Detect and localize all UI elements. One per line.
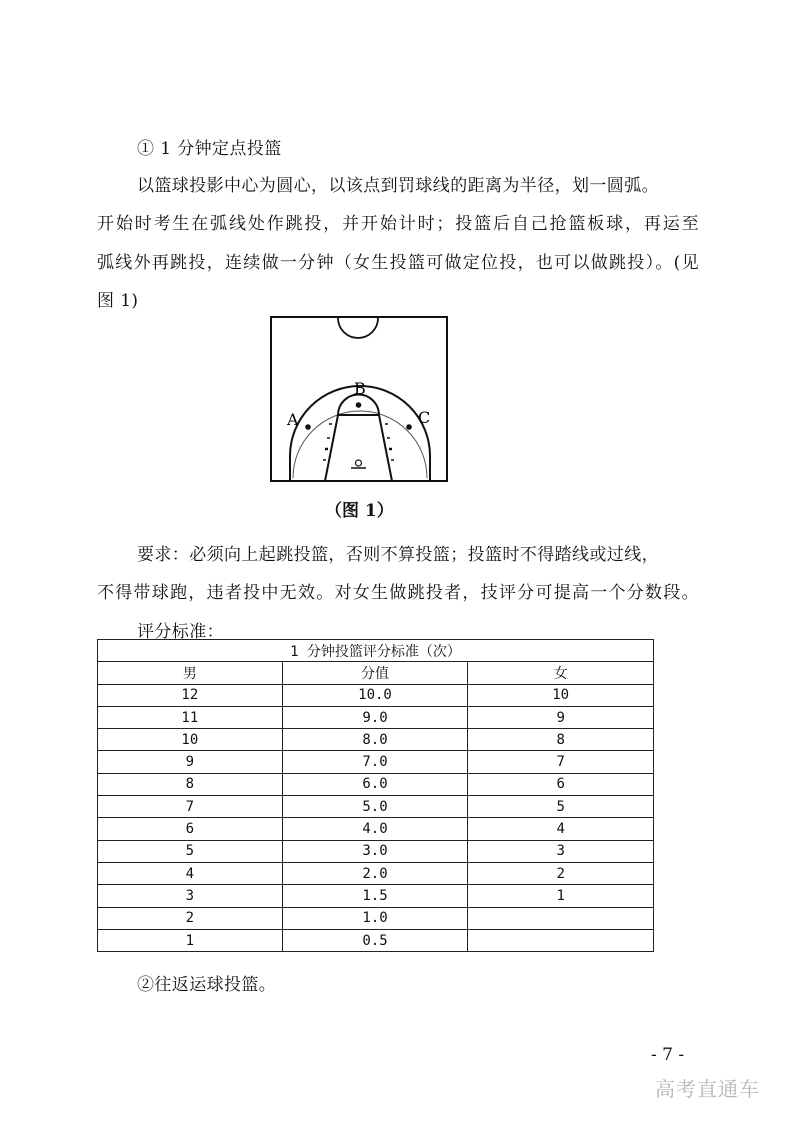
- cell-male: 8: [98, 773, 283, 795]
- cell-score: 1.0: [282, 907, 468, 929]
- scoring-table: [97, 639, 654, 952]
- cell-score: 6.0: [282, 773, 468, 795]
- table-row: [98, 706, 654, 728]
- cell-score: 8.0: [282, 729, 468, 751]
- scoring-label: 评分标准：: [137, 622, 224, 642]
- paragraph-line-1: 以篮球投影中心为圆心，以该点到罚球线的距离为半径，划一圆弧。: [137, 176, 659, 196]
- cell-score: 2.0: [282, 862, 468, 884]
- cell-male: 2: [98, 907, 283, 929]
- table-header-row: [98, 662, 654, 684]
- table-row: [98, 929, 654, 951]
- header-female: 女: [468, 662, 654, 684]
- cell-male: 12: [98, 684, 283, 706]
- cell-male: 6: [98, 818, 283, 840]
- cell-score: 3.0: [282, 840, 468, 862]
- cell-female: 10: [468, 684, 654, 706]
- table-row: [98, 729, 654, 751]
- page-number: - 7 -: [651, 1045, 685, 1065]
- cell-score: 7.0: [282, 751, 468, 773]
- cell-male: 7: [98, 796, 283, 818]
- free-throw-lane: [325, 415, 392, 481]
- cell-female: 3: [468, 840, 654, 862]
- cell-female: 7: [468, 751, 654, 773]
- next-item-heading: ②往返运球投篮。: [137, 975, 277, 995]
- cell-male: 11: [98, 706, 283, 728]
- cell-female: 2: [468, 862, 654, 884]
- shooting-spot-c: [406, 424, 412, 430]
- cell-female: 9: [468, 706, 654, 728]
- table-row: [98, 818, 654, 840]
- table-row: [98, 773, 654, 795]
- table-row: [98, 907, 654, 929]
- paragraph-line-2: 开始时考生在弧线处作跳投，并开始计时；投篮后自己抢篮板球，再运至: [97, 214, 699, 234]
- cell-female: 1: [468, 885, 654, 907]
- cell-score: 1.5: [282, 885, 468, 907]
- requirements-line-1: 要求：必须向上起跳投篮，否则不算投篮；投篮时不得踏线或过线，: [137, 545, 659, 565]
- header-score: 分值: [282, 662, 468, 684]
- cell-female: 6: [468, 773, 654, 795]
- paragraph-line-4: 图 1): [97, 291, 139, 311]
- label-a: A: [287, 410, 299, 429]
- requirements-line-2: 不得带球跑，违者投中无效。对女生做跳投者，技评分可提高一个分数段。: [97, 583, 699, 603]
- table-row: [98, 840, 654, 862]
- cell-male: 3: [98, 885, 283, 907]
- section-heading: ① 1 分钟定点投篮: [137, 139, 282, 159]
- cell-male: 4: [98, 862, 283, 884]
- cell-score: 10.0: [282, 684, 468, 706]
- table-row: [98, 751, 654, 773]
- table-title-row: [98, 640, 654, 662]
- cell-score: 9.0: [282, 706, 468, 728]
- cell-female: 4: [468, 818, 654, 840]
- paragraph-line-3: 弧线外再跳投，连续做一分钟（女生投篮可做定位投，也可以做跳投）。(见: [97, 253, 699, 273]
- cell-score: 4.0: [282, 818, 468, 840]
- label-b: B: [354, 379, 366, 398]
- cell-female: [468, 929, 654, 951]
- shooting-spot-b: [356, 402, 362, 408]
- table-row: [98, 885, 654, 907]
- figure-caption: （图 1）: [325, 501, 394, 521]
- center-circle-arc: [338, 318, 378, 338]
- table-title: 1 分钟投篮评分标准（次）: [98, 640, 654, 662]
- shooting-spot-a: [305, 424, 311, 430]
- cell-score: 5.0: [282, 796, 468, 818]
- table-row: [98, 796, 654, 818]
- table-row: [98, 684, 654, 706]
- header-male: 男: [98, 662, 283, 684]
- basket-hoop: [356, 460, 362, 466]
- label-c: C: [418, 408, 431, 427]
- three-point-line: [290, 386, 430, 481]
- cell-score: 0.5: [282, 929, 468, 951]
- cell-female: [468, 907, 654, 929]
- cell-male: 10: [98, 729, 283, 751]
- cell-male: 1: [98, 929, 283, 951]
- cell-male: 9: [98, 751, 283, 773]
- cell-female: 8: [468, 729, 654, 751]
- watermark: 高考直通车: [655, 1077, 760, 1101]
- table-row: [98, 862, 654, 884]
- cell-female: 5: [468, 796, 654, 818]
- basketball-court-diagram: [270, 316, 448, 482]
- court-boundary: [271, 317, 447, 481]
- cell-male: 5: [98, 840, 283, 862]
